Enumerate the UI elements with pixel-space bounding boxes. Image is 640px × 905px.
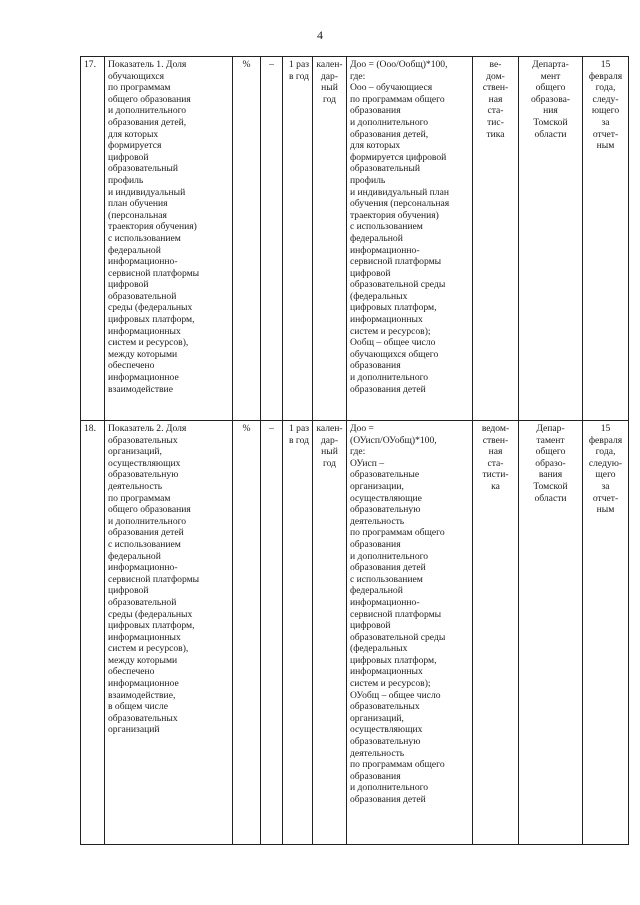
text-line: цифровых платформ, (108, 620, 195, 632)
text-line: образования детей (350, 562, 426, 574)
text-line: федеральной (350, 585, 403, 597)
text-line: общего образования (108, 504, 191, 516)
text-line: ведом- (481, 423, 510, 434)
text-line: (персональная (108, 209, 167, 221)
text-line: взаимодействие (108, 383, 173, 395)
page-number: 4 (317, 28, 323, 42)
text-line: организаций, (108, 446, 162, 458)
text-line: между которыми (108, 654, 178, 666)
text-line: ствен- (482, 82, 509, 94)
text-line: ве- (489, 59, 502, 70)
text-line: образования детей (350, 383, 426, 395)
text-line: образования (350, 105, 401, 117)
text-line: – (269, 59, 274, 70)
indicator-name-cell (105, 57, 233, 421)
text-line: тамент (536, 434, 565, 446)
text-line: по программам общего (350, 527, 445, 539)
text-line: среды (федеральных (108, 608, 193, 620)
text-line: профиль (108, 174, 144, 186)
text-line: с использованием (350, 573, 423, 585)
text-line: деятельность (108, 480, 163, 492)
text-line: между которыми (108, 348, 178, 360)
text-line: ния (543, 105, 558, 117)
dynamics-cell (261, 57, 283, 421)
responsible-cell (519, 421, 583, 845)
text-line: ка (491, 480, 500, 492)
text-line: сервисной платформы (350, 256, 442, 268)
text-line: обеспечено (108, 666, 155, 678)
text-line: информационных (350, 666, 423, 678)
text-line: федеральной (108, 244, 161, 256)
text-line: образовательных (350, 701, 420, 713)
text-line: года, (595, 82, 616, 94)
text-line: организаций, (350, 712, 404, 724)
text-line: обучения (персональная (350, 198, 450, 210)
text-line: ствен- (482, 434, 509, 446)
text-line: где: (350, 446, 366, 458)
text-line: информационно- (108, 562, 178, 574)
text-line: февраля (588, 434, 623, 446)
text-line: и дополнительного (350, 782, 429, 794)
text-line: обучающихся (108, 70, 165, 82)
text-line: образования детей (108, 527, 184, 539)
text-line: образовательный (108, 163, 179, 175)
text-line: отчет- (592, 128, 619, 140)
text-line: образовательные (350, 469, 420, 481)
text-line: информационное (108, 678, 179, 690)
deadline-cell (583, 421, 629, 845)
period-cell (313, 57, 347, 421)
text-line: ОУобщ – общее число (350, 689, 441, 701)
text-line: следу- (592, 93, 619, 105)
text-line: образовательную (350, 504, 421, 516)
text-line: образования (350, 538, 401, 550)
text-line: % (242, 423, 251, 434)
text-line: Томской (533, 480, 568, 492)
text-line: тика (486, 128, 505, 140)
text-line: ста- (487, 105, 504, 117)
text-line: среды (федеральных (108, 302, 193, 314)
text-line: за (601, 480, 610, 492)
row-number-cell (81, 421, 105, 845)
text-line: по программам общего (350, 759, 445, 771)
text-line: ОУисп – (350, 457, 385, 469)
text-line: 1 раз (288, 59, 309, 70)
text-line: и дополнительного (108, 105, 187, 117)
text-line: траектория обучения) (108, 221, 197, 233)
text-line: где: (350, 70, 366, 82)
text-line: осуществляющие (350, 492, 422, 504)
text-line: информационных (108, 631, 181, 643)
text-line: ная (488, 93, 503, 105)
text-line: информационное (108, 372, 179, 384)
text-line: общего (535, 82, 566, 94)
text-line: 1 раз (288, 423, 309, 434)
text-line: деятельность (350, 515, 405, 527)
text-line: 18. (84, 423, 96, 434)
text-line: 17. (84, 59, 96, 70)
text-line: (федеральных (350, 643, 408, 655)
table-body (81, 57, 629, 845)
text-line: обеспечено (108, 360, 155, 372)
text-line: федеральной (350, 232, 403, 244)
text-line: – (269, 423, 274, 434)
formula-cell (347, 421, 473, 845)
text-line: щего (595, 469, 616, 481)
text-line: Показатель 2. Доля (108, 423, 187, 434)
text-line: образовательной среды (350, 279, 446, 291)
text-line: Показатель 1. Доля (108, 59, 187, 70)
text-line: 15 (600, 59, 611, 70)
text-line: организации, (350, 480, 404, 492)
text-line: и индивидуальный (108, 186, 186, 198)
text-line: информационных (108, 325, 181, 337)
text-line: федеральной (108, 550, 161, 562)
formula-cell (347, 57, 473, 421)
text-line: тисти- (482, 469, 509, 481)
text-line: и дополнительного (108, 515, 187, 527)
indicators-table (80, 56, 629, 845)
text-line: Томской (533, 116, 568, 128)
source-cell (473, 421, 519, 845)
text-line: ющего (591, 105, 620, 117)
text-line: 15 (600, 423, 611, 434)
text-line: и дополнительного (350, 372, 429, 384)
text-line: цифровой (350, 267, 391, 279)
text-line: цифровых платформ, (108, 314, 195, 326)
text-line: образовательных (108, 434, 178, 446)
text-line: год (322, 93, 337, 105)
dynamics-cell (261, 421, 283, 845)
text-line: для которых (108, 128, 159, 140)
text-line: цифровой (108, 279, 149, 291)
text-line: обучающихся общего (350, 348, 439, 360)
text-line: организаций (108, 724, 160, 736)
text-line: в год (288, 70, 309, 82)
text-line: общего образования (108, 93, 191, 105)
text-line: систем и ресурсов), (108, 643, 189, 655)
text-line: ная (488, 446, 503, 458)
text-line: образования детей, (350, 128, 429, 140)
text-line: образовательную (108, 469, 179, 481)
text-line: формируется цифровой (350, 151, 447, 163)
text-line: образо- (535, 457, 566, 469)
text-line: следую- (588, 457, 623, 469)
text-line: кален- (316, 423, 343, 434)
text-line: Доо = (350, 423, 374, 434)
text-line: тис- (487, 116, 504, 128)
text-line: февраля (588, 70, 623, 82)
text-line: образовательный (350, 163, 421, 175)
text-line: цифровой (108, 585, 149, 597)
text-line: профиль (350, 174, 386, 186)
text-line: в общем числе (108, 701, 168, 713)
text-line: Департа- (532, 59, 569, 70)
text-line: и дополнительного (350, 116, 429, 128)
text-line: систем и ресурсов), (108, 337, 189, 349)
text-line: (ОУисп/ОУобщ)*100, (350, 434, 437, 446)
text-line: сервисной платформы (108, 573, 200, 585)
unit-cell (233, 57, 261, 421)
text-line: дом- (486, 70, 505, 82)
text-line: цифровой (350, 620, 391, 632)
text-line: ста- (487, 457, 504, 469)
text-line: по программам (108, 492, 171, 504)
text-line: Ооо – обучающиеся (350, 82, 433, 94)
text-line: образова- (530, 93, 571, 105)
text-line: ный (321, 82, 338, 94)
text-line: год (322, 457, 337, 469)
text-line: информационно- (350, 244, 420, 256)
text-line: (федеральных (350, 290, 408, 302)
text-line: с использованием (108, 538, 181, 550)
text-line: дар- (320, 70, 339, 82)
text-line: с использованием (108, 232, 181, 244)
responsible-cell (519, 57, 583, 421)
text-line: дар- (320, 434, 339, 446)
period-cell (313, 421, 347, 845)
text-line: года, (595, 446, 616, 458)
text-line: образования детей (350, 794, 426, 805)
text-line: ным (596, 504, 615, 516)
text-line: в год (288, 434, 309, 446)
text-line: информационных (350, 314, 423, 326)
text-line: траектория обучения) (350, 209, 439, 221)
unit-cell (233, 421, 261, 845)
text-line: ный (321, 446, 338, 458)
text-line: за (601, 116, 610, 128)
text-line: осуществляющих (350, 724, 423, 736)
text-line: сервисной платформы (350, 608, 442, 620)
text-line: мент (540, 70, 561, 82)
text-line: информационно- (350, 596, 420, 608)
text-line: с использованием (350, 221, 423, 233)
text-line: Доо = (Ооо/Oобщ)*100, (350, 59, 448, 70)
text-line: области (534, 128, 567, 140)
text-line: Oобщ – общее число (350, 337, 436, 349)
text-line: образования (350, 770, 401, 782)
text-line: и индивидуальный план (350, 186, 449, 198)
text-line: цифровой (108, 151, 149, 163)
indicator-name-cell (105, 421, 233, 845)
text-line: общего (535, 446, 566, 458)
text-line: систем и ресурсов); (350, 325, 431, 337)
text-line: кален- (316, 59, 343, 70)
text-line: сервисной платформы (108, 267, 200, 279)
text-line: образования (350, 360, 401, 372)
text-line: по программам (108, 82, 171, 94)
text-line: взаимодействие, (108, 689, 176, 701)
source-cell (473, 57, 519, 421)
text-line: и дополнительного (350, 550, 429, 562)
text-line: информационно- (108, 256, 178, 268)
text-line: систем и ресурсов); (350, 678, 431, 690)
text-line: Депар- (536, 423, 565, 434)
text-line: вания (538, 469, 563, 481)
text-line: % (242, 59, 251, 70)
frequency-cell (283, 57, 313, 421)
frequency-cell (283, 421, 313, 845)
text-line: для которых (350, 140, 401, 152)
text-line: образовательную (350, 736, 421, 748)
text-line: деятельность (350, 747, 405, 759)
text-line: по программам общего (350, 93, 445, 105)
text-line: формируется (108, 140, 162, 152)
text-line: ным (596, 140, 615, 152)
text-line: образовательной среды (350, 631, 446, 643)
text-line: цифровых платформ, (350, 654, 437, 666)
text-line: образовательных (108, 712, 178, 724)
deadline-cell (583, 57, 629, 421)
text-line: отчет- (592, 492, 619, 504)
text-line: области (534, 492, 567, 504)
text-line: осуществляющих (108, 457, 181, 469)
table-row (81, 421, 629, 845)
text-line: план обучения (108, 198, 168, 210)
table-row (81, 57, 629, 421)
row-number-cell (81, 57, 105, 421)
text-line: образовательной (108, 290, 177, 302)
text-line: образования детей, (108, 116, 187, 128)
text-line: образовательной (108, 596, 177, 608)
text-line: цифровых платформ, (350, 302, 437, 314)
